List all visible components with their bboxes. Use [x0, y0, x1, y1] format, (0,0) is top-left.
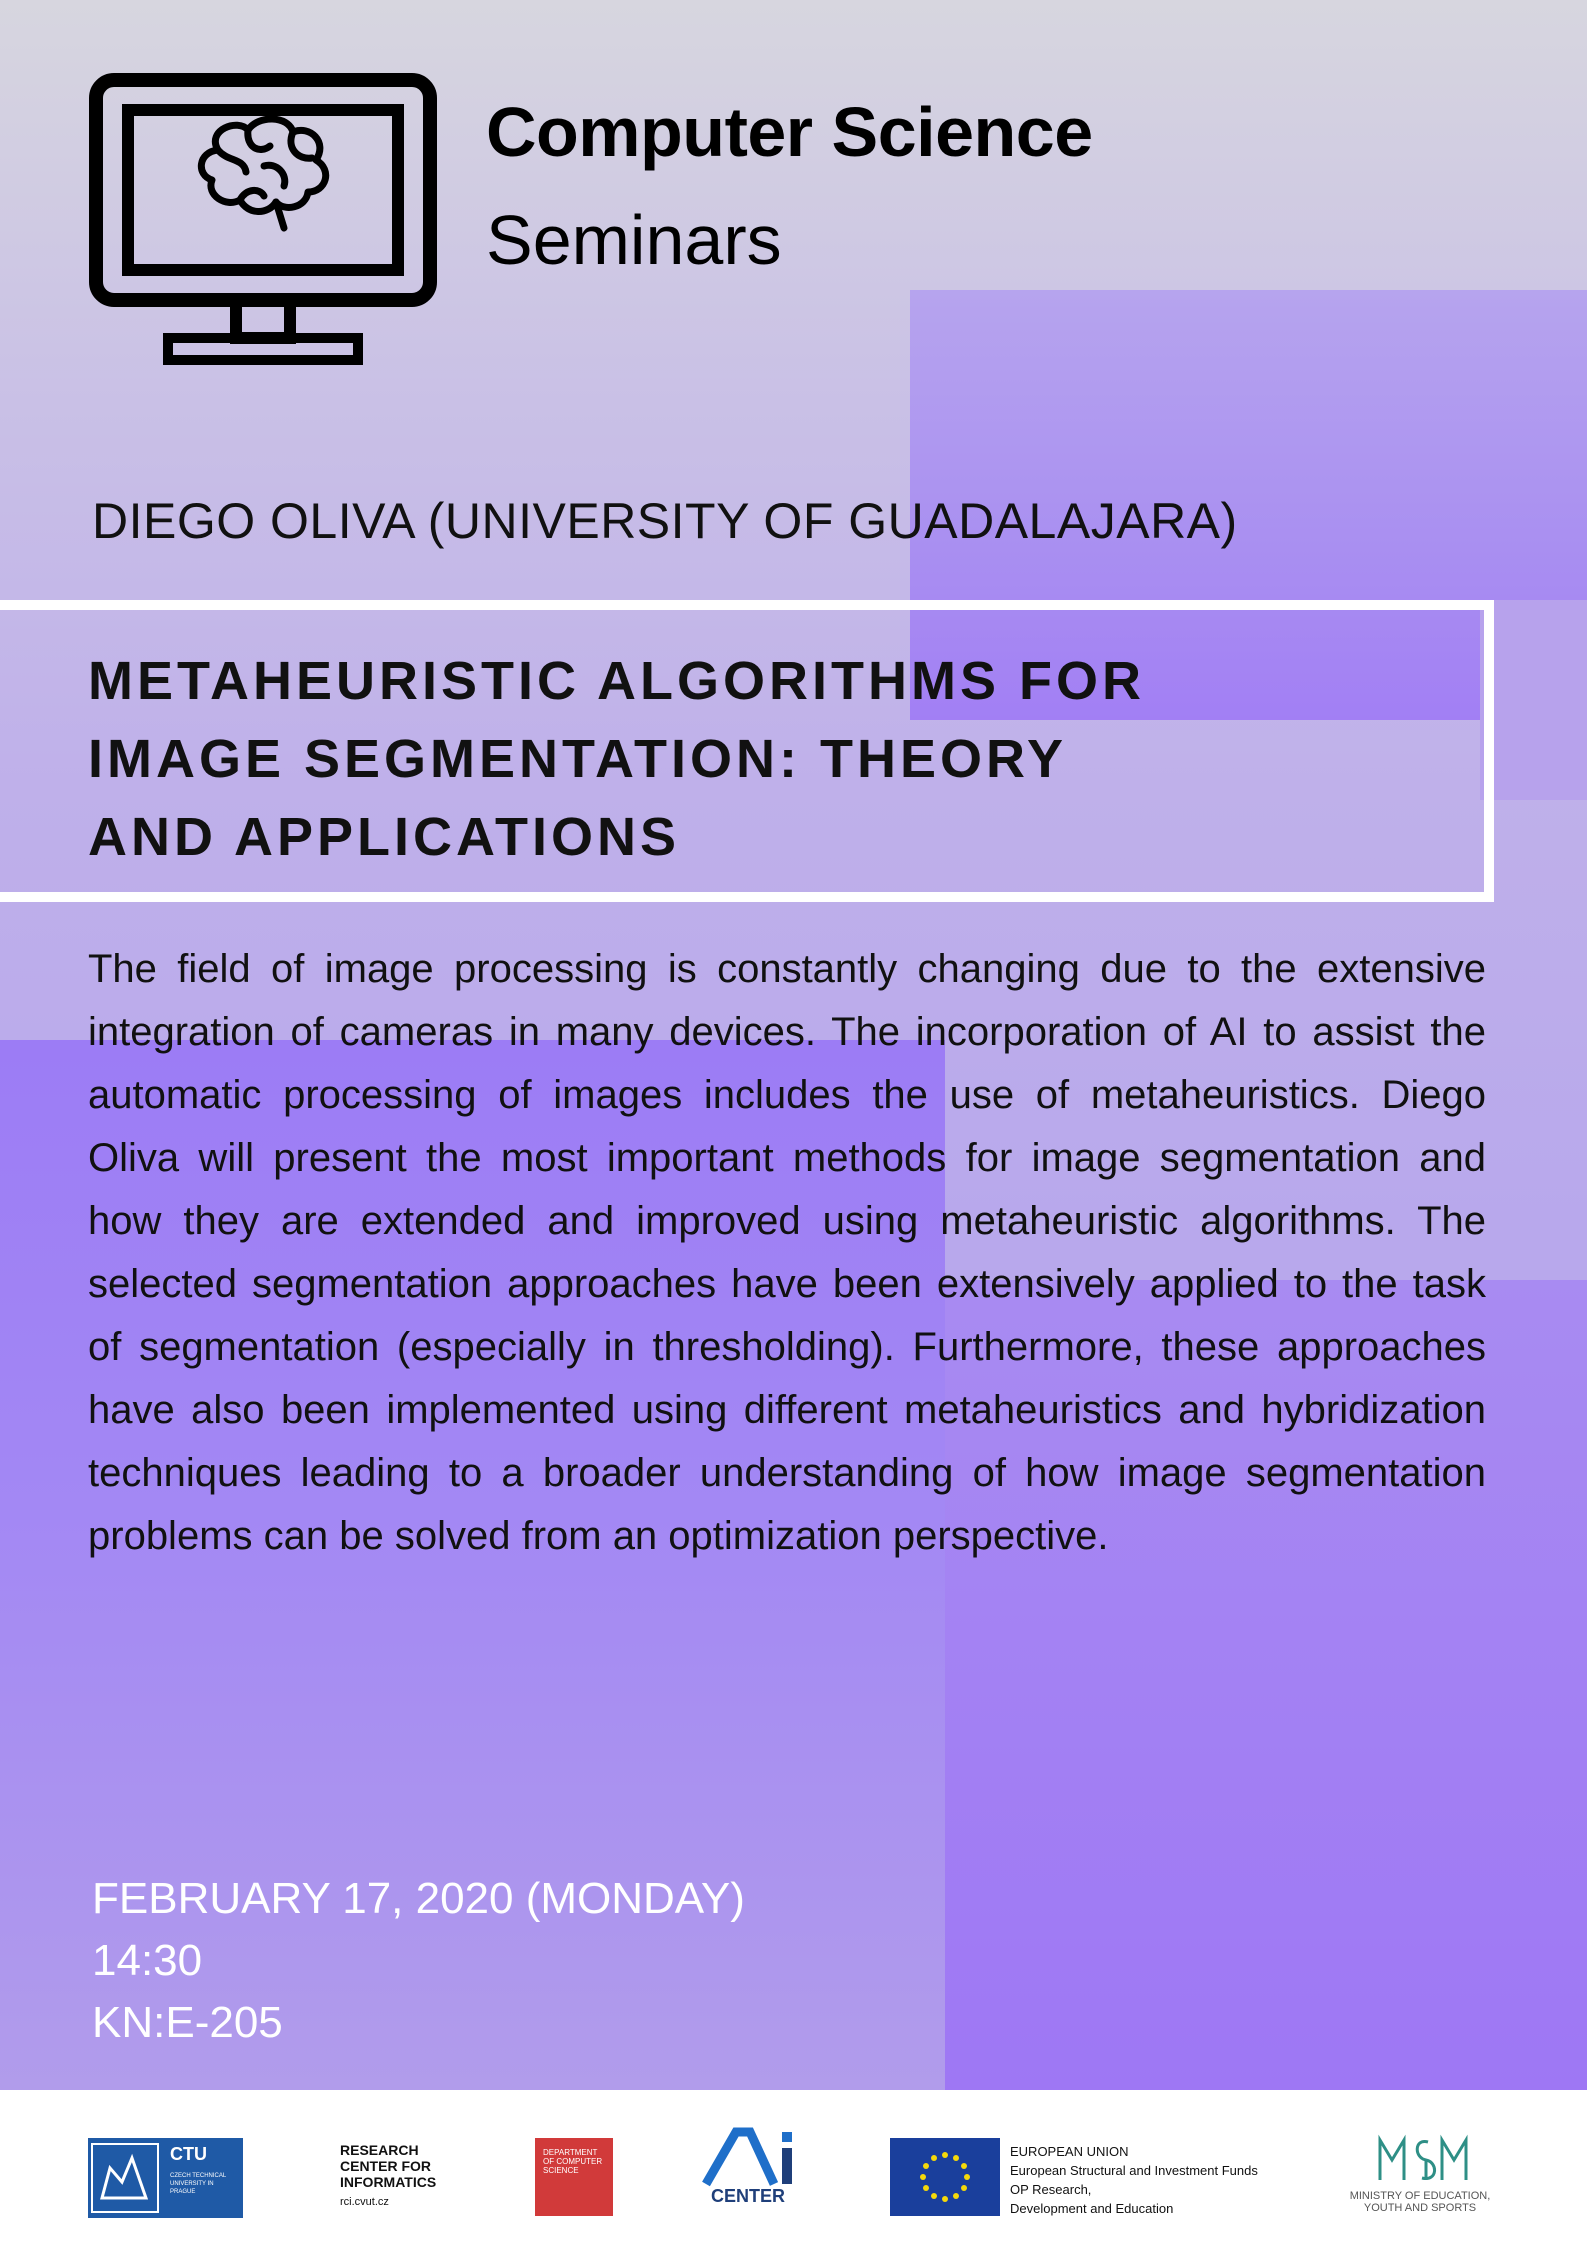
- ctu-label: CTU: [170, 2144, 207, 2164]
- msmt-emblem-icon: [1330, 2130, 1510, 2188]
- ctu-logo: [88, 2138, 243, 2218]
- eu-label: OP Research,: [1010, 2182, 1092, 2197]
- eu-label: EUROPEAN UNION: [1010, 2144, 1129, 2159]
- talk-title-line: METAHEURISTIC ALGORITHMS FOR: [88, 651, 1145, 711]
- footer-logos: [0, 2090, 1587, 2245]
- msmt-label-line: YOUTH AND SPORTS: [1363, 2202, 1477, 2214]
- event-info: [92, 1868, 745, 2054]
- background-block: [1480, 600, 1587, 800]
- ai-center-icon: [688, 2126, 808, 2188]
- rci-url: rci.cvut.cz: [340, 2196, 389, 2208]
- talk-title-line: IMAGE SEGMENTATION: THEORY: [88, 729, 1067, 789]
- page-subtitle: Seminars: [486, 201, 782, 279]
- speaker-name: DIEGO OLIVA (UNIVERSITY OF GUADALAJARA): [92, 493, 1238, 549]
- talk-title-line: AND APPLICATIONS: [88, 807, 681, 867]
- page-title: Computer Science: [486, 93, 1093, 171]
- ctu-lion-icon: [88, 2138, 162, 2218]
- ctu-subtitle: CZECH TECHNICAL UNIVERSITY IN PRAGUE: [170, 2173, 227, 2195]
- event-room: KN:E-205: [92, 1998, 283, 2047]
- eu-flag-logo: [890, 2138, 1000, 2216]
- rci-label: RESEARCH: [340, 2142, 419, 2158]
- event-time: 14:30: [92, 1936, 203, 1985]
- rci-label: CENTER FOR: [340, 2158, 431, 2174]
- rci-logo: [340, 2142, 470, 2222]
- dcs-logo: [535, 2138, 613, 2216]
- eu-stars-icon: [890, 2138, 1000, 2216]
- msmt-logo: [1330, 2130, 1510, 2230]
- eu-label: European Structural and Investment Funds: [1010, 2163, 1258, 2178]
- msmt-label: [1330, 2190, 1510, 2214]
- dcs-label: DEPARTMENT OF COMPUTER SCIENCE: [543, 2148, 603, 2175]
- msmt-label-line: MINISTRY OF EDUCATION,: [1349, 2190, 1491, 2202]
- talk-title: [88, 642, 1408, 876]
- abstract-text: The field of image processing is constantly changing due to the extensive integration of cameras in many devices. The incorporation of AI to assist the automatic processing of images includes the use of metaheuristics. Diego Oliva will present the most important methods for image segmentation and how they are extended and improved using metaheuristic algorithms. The selected segmentation approaches have been extensively applied to the task of segmentation (especially in thresholding). Furthermore, these approaches have also been implemented using different metaheuristics and hybridization techniques leading to a broader understanding of how image segmentation problems can be solved from an optimization perspective.: [88, 947, 1486, 1558]
- ai-center-logo: [688, 2126, 808, 2226]
- event-date: FEBRUARY 17, 2020 (MONDAY): [92, 1874, 745, 1923]
- eu-funding-text: [1010, 2142, 1300, 2218]
- ai-center-label: CENTER: [710, 2186, 785, 2206]
- monitor-brain-icon: [88, 70, 438, 370]
- rci-label: INFORMATICS: [340, 2174, 437, 2190]
- eu-label: Development and Education: [1010, 2201, 1174, 2216]
